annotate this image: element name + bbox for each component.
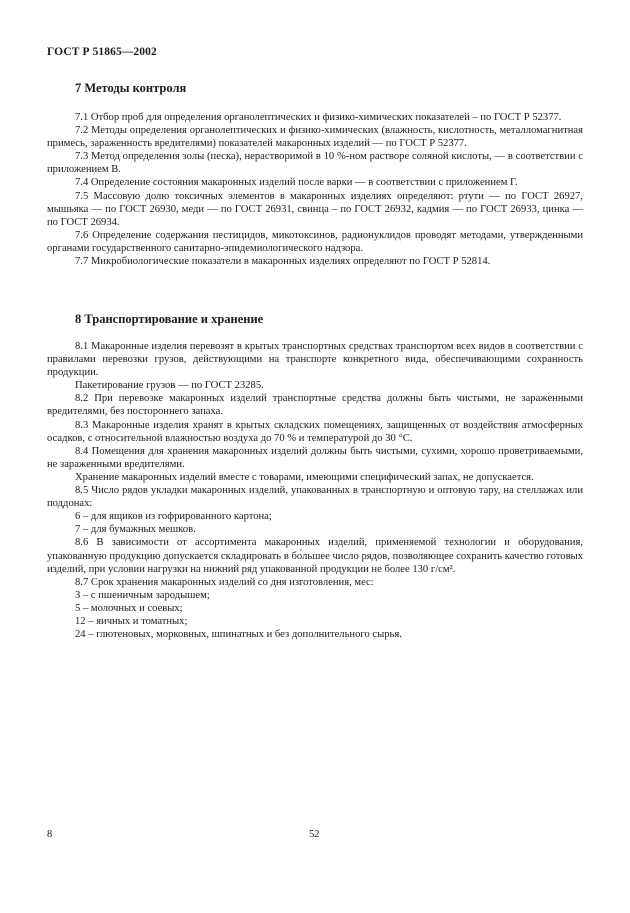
list-item: 7 – для бумажных мешков. xyxy=(75,524,196,536)
paragraph-8-7: 8.7 Срок хранения макаронных изделий со дня изготовления, мес: xyxy=(75,576,374,588)
paragraph-7-6: 7.6 Определение содержания пестицидов, микотоксинов, радионуклидов проводят методами, утвержденными органами государственного санитарно-эпидемиологического надзора. xyxy=(47,229,583,254)
section-8-title: 8 Транспортирование и хранение xyxy=(75,312,264,326)
document-code: ГОСТ Р 51865—2002 xyxy=(47,46,157,58)
list-item: 5 – молочных и соевых; xyxy=(75,602,183,614)
paragraph-8-2: 8.2 При перевозке макаронных изделий транспортные средства должны быть чистыми, не зараженными вредителями, без постороннего запаха. xyxy=(47,393,583,418)
paragraph-packaging: Пакетирование грузов — по ГОСТ 23285. xyxy=(75,380,264,392)
paragraph-8-4: 8.4 Помещения для хранения макаронных изделий должны быть чистыми, сухими, хорошо проветриваемыми, не зараженными вредителями. xyxy=(47,445,583,470)
paragraph-7-5: 7.5 Массовую долю токсичных элементов в макаронных изделиях определяют: ртути — по ГОСТ 26927, мышьяка — по ГОСТ 26930, меди — по ГОСТ 26931, свинца – по ГОСТ 26932, кадмия — по ГОСТ 26933, цинка — по ГОСТ 26934. xyxy=(47,190,583,228)
list-item: 3 – с пшеничным зародышем; xyxy=(75,589,210,601)
paragraph-7-3: 7.3 Метод определения золы (песка), нерастворимой в 10 %-ном растворе соляной кислоты, — в соответствии с приложением В. xyxy=(47,151,583,176)
paragraph-7-4: 7.4 Определение состояния макаронных изделий после варки — в соответствии с приложением Г. xyxy=(75,177,518,189)
section-7-title: 7 Методы контроля xyxy=(75,81,187,95)
paragraph-8-6: 8.6 В зависимости от ассортимента макаронных изделий, применяемой технологии и оборудования, упакованную продукцию допускается складировать в бо́льшее число рядов, позволяющее сохранить качество готовых изделий, при условии нагрузки на нижний ряд упакованной продукции не более 130 г/см². xyxy=(47,537,583,575)
section-8-body xyxy=(47,340,583,641)
list-item: 12 – яичных и томатных; xyxy=(75,615,188,627)
page-number-left: 8 xyxy=(47,829,53,840)
section-7-body xyxy=(47,111,583,268)
list-item: 24 – глютеновых, морковных, шпинатных и без дополнительного сырья. xyxy=(75,629,402,641)
paragraph-7-7: 7.7 Микробиологические показатели в макаронных изделиях определяют по ГОСТ Р 52814. xyxy=(75,256,491,268)
list-item: 6 – для ящиков из гофрированного картона; xyxy=(75,511,272,523)
paragraph-7-2: 7.2 Методы определения органолептических и физико-химических (влажность, кислотность, металломагнитная примесь, зараженность вредителями) показателей макаронных изделий — по ГОСТ Р 52377. xyxy=(47,125,583,150)
paragraph-8-3: 8.3 Макаронные изделия хранят в крытых складских помещениях, защищенных от воздействия атмосферных осадков, с относительной влажностью воздуха до 70 % и температурой до 30 °С. xyxy=(47,419,583,444)
page-number-center: 52 xyxy=(309,829,320,840)
paragraph-storage-odor: Хранение макаронных изделий вместе с товарами, имеющими специфический запах, не допускается. xyxy=(75,471,534,483)
paragraph-8-1: 8.1 Макаронные изделия перевозят в крытых транспортных средствах транспортом всех видов в соответствии с правилами перевозки грузов, действующими на транспорте конкретного вида, обеспечивающими сохранность продукции. xyxy=(47,341,583,379)
paragraph-7-1: 7.1 Отбор проб для определения органолептических и физико-химических показателей – по ГОСТ Р 52377. xyxy=(75,112,562,123)
paragraph-8-5: 8.5 Число рядов укладки макаронных изделий, упакованных в транспортную и оптовую тару, на стеллажах или поддонах: xyxy=(47,485,583,510)
